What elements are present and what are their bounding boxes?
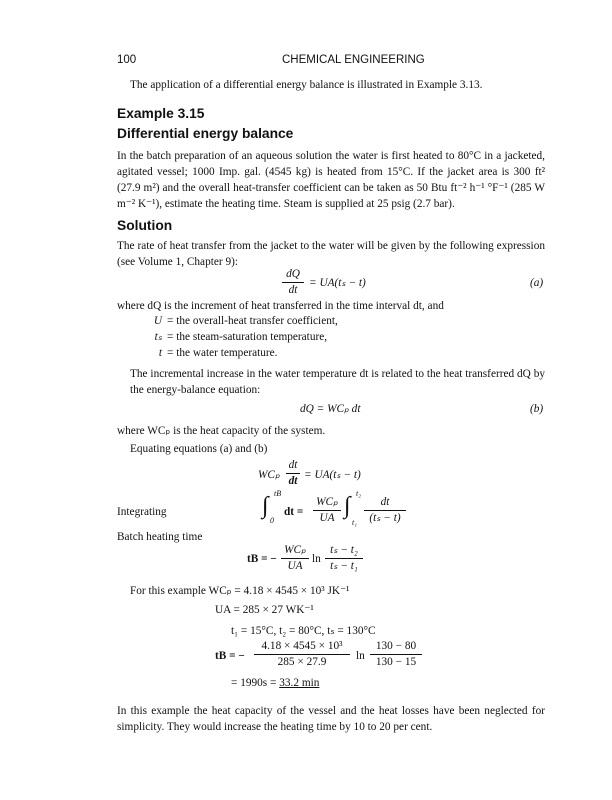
- calc-result-prefix: = 1990s =: [231, 677, 280, 689]
- batch-label: Batch heating time: [117, 531, 203, 543]
- int-fraction-1: [313, 496, 341, 525]
- def-text-u: = the overall-heat transfer coefficient,: [167, 315, 338, 327]
- calc-ua: UA = 285 × 27 WK⁻¹: [215, 604, 314, 616]
- calc-result-eq: [231, 676, 319, 690]
- tb-ln: ln: [312, 553, 321, 565]
- eq-a-num: dQ: [286, 268, 300, 280]
- int2-lo: t₁: [352, 518, 358, 527]
- calc-num-1: 4.18 × 4545 × 10³: [261, 640, 343, 652]
- eq-b-label: (b): [530, 403, 544, 415]
- eq-c-num: dt: [288, 459, 298, 471]
- calc-tb-lhs: tB = −: [215, 650, 245, 662]
- where-2: where WCₚ is the heat capacity of the system.: [117, 425, 326, 437]
- tb-den-2: tₛ − t₁: [330, 560, 358, 572]
- def-text-t: = the water temperature.: [167, 347, 278, 359]
- int-den-2: (tₛ − t): [369, 512, 401, 524]
- running-title: CHEMICAL ENGINEERING: [282, 54, 425, 66]
- eq-c-den: dt: [288, 475, 298, 487]
- calc-den-2: 130 − 15: [375, 656, 417, 668]
- where-1: where dQ is the increment of heat transferred in the time interval dt, and: [117, 300, 444, 312]
- int-dt: dt =: [284, 506, 304, 518]
- eq-a-rhs: = UA(tₛ − t): [309, 277, 366, 289]
- int-num-1: WCₚ: [316, 496, 338, 508]
- calc-ln: ln: [356, 650, 365, 662]
- eq-a-den: dt: [288, 284, 298, 296]
- solution-heading: Solution: [117, 218, 173, 233]
- def-sym-ts: tₛ: [154, 331, 162, 343]
- example-title: Differential energy balance: [117, 126, 294, 141]
- eq-a-fraction: [282, 268, 304, 297]
- solution-p2: The incremental increase in the water temperature dt is related to the heat transferred dQ by the energy-balance equation:: [130, 368, 545, 396]
- solution-p1: The rate of heat transfer from the jacket to the water will be given by the following expression (see Volume 1, Chapter 9):: [117, 240, 545, 268]
- integral-sign-2: ∫: [344, 493, 351, 519]
- calc-temps: t₁ = 15°C, t₂ = 80°C, tₛ = 130°C: [231, 625, 376, 637]
- example-number: Example 3.15: [117, 106, 205, 121]
- def-sym-t: t: [158, 347, 162, 359]
- calc-lead: For this example WCₚ = 4.18 × 4545 × 10³ JK⁻¹: [130, 585, 350, 597]
- calc-fraction-1: [254, 640, 350, 669]
- tb-num-2: tₛ − t₂: [330, 544, 358, 556]
- calc-result: 33.2 min: [279, 677, 320, 689]
- eq-c-rhs: = UA(tₛ − t): [304, 469, 361, 481]
- problem-statement: In the batch preparation of an aqueous solution the water is first heated to 80°C in a jacketed, agitated vessel; 1000 Imp. gal. (4545 kg) is heated from 15°C. If the jacket area is 300 ft² (27.9 m²) and the overall heat-transfer coefficient can be taken as 50 Btu ft⁻² h⁻¹ °F⁻¹ (285 W m⁻² K⁻¹), estimate the heating time. Steam is supplied at 25 psig (2.7 bar).: [117, 150, 545, 210]
- tb-fraction-2: [325, 544, 363, 573]
- int-den-1: UA: [319, 512, 335, 524]
- integrating-label: Integrating: [117, 506, 167, 518]
- intro-text: The application of a differential energy balance is illustrated in Example 3.13.: [130, 79, 483, 91]
- eq-c-lhs: WCₚ: [258, 469, 280, 481]
- eq-a-label: (a): [530, 277, 544, 289]
- calc-fraction-2: [370, 640, 422, 669]
- page-number: 100: [117, 54, 137, 66]
- tb-den-1: UA: [287, 560, 303, 572]
- int2-hi: t₂: [356, 489, 362, 498]
- int1-hi: tB: [274, 489, 282, 498]
- tb-fraction-1: [281, 544, 309, 573]
- eq-c-fraction: [286, 459, 300, 488]
- integral-sign-1: ∫: [262, 493, 269, 519]
- def-sym-u: U: [153, 315, 162, 327]
- calc-den-1: 285 × 27.9: [277, 656, 327, 668]
- equating-text: Equating equations (a) and (b): [130, 443, 268, 455]
- def-text-ts: = the steam-saturation temperature,: [167, 331, 328, 343]
- calc-num-2: 130 − 80: [375, 640, 417, 652]
- int1-lo: 0: [270, 516, 274, 525]
- tb-lhs: tB = −: [247, 553, 277, 565]
- closing-text: In this example the heat capacity of the vessel and the heat losses have been neglected for simplicity. They would increase the heating time by 10 to 20 per cent.: [117, 705, 545, 733]
- tb-num-1: WCₚ: [284, 544, 306, 556]
- eq-b: dQ = WCₚ dt: [300, 403, 361, 415]
- int-num-2: dt: [380, 496, 390, 508]
- int-fraction-2: [364, 496, 406, 525]
